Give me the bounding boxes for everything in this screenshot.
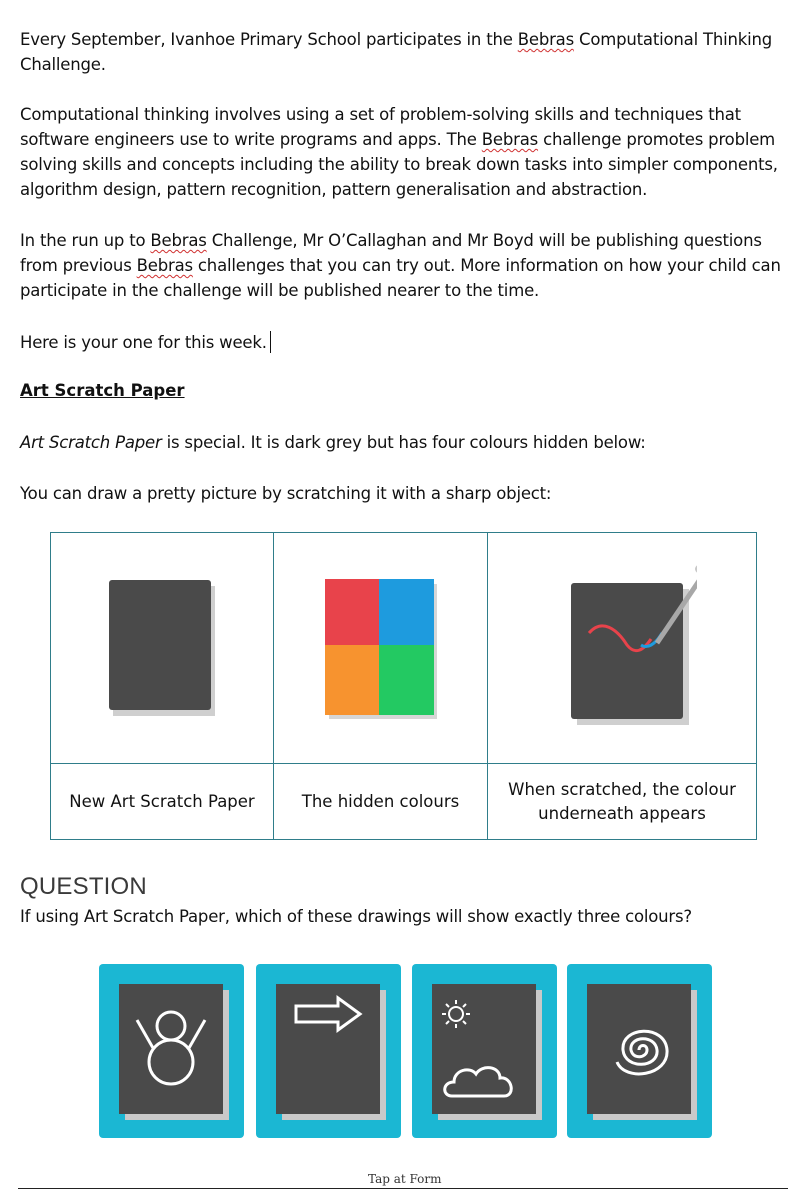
arrow-right-icon: [256, 964, 401, 1138]
text: challenges that you can try out. More information on how your child can participate in the challenge will be published nearer to the time.: [20, 256, 781, 300]
scratch-paper-table: [50, 532, 757, 840]
text: is special. It is dark grey but has four colours hidden below:: [161, 433, 646, 452]
paragraph-this-week[interactable]: [20, 330, 790, 355]
paragraph-computational-thinking: [20, 102, 790, 202]
caption-new-paper: New Art Scratch Paper: [51, 764, 274, 840]
text: Every September, Ivanhoe Primary School participates in the: [20, 30, 518, 49]
snowman-icon: [99, 964, 244, 1138]
option-snowman[interactable]: [99, 964, 244, 1138]
spellcheck-word: Bebras: [136, 256, 193, 275]
scratched-paper-cell: [488, 533, 757, 764]
hidden-colours-icon: [323, 577, 438, 719]
paragraph-intro: [20, 27, 790, 77]
text-cursor: [270, 331, 272, 353]
footer-divider: [18, 1188, 788, 1189]
caption-scratched: When scratched, the colour underneath appears: [488, 764, 757, 840]
text: Here is your one for this week.: [20, 333, 267, 352]
text: Computational Thinking Challenge.: [20, 30, 773, 74]
dark-paper-icon: [107, 578, 217, 718]
section-heading: Art Scratch Paper: [20, 381, 185, 400]
sun-cloud-icon: [412, 964, 557, 1138]
paragraph-run-up: [20, 228, 790, 303]
text: In the run up to: [20, 231, 151, 250]
scratched-paper-icon: [547, 563, 697, 733]
text: Challenge, Mr O’Callaghan and Mr Boyd will be publishing questions from previous: [20, 231, 762, 275]
paragraph-description: [20, 430, 790, 455]
question-title: QUESTION: [20, 873, 147, 900]
option-spiral[interactable]: [567, 964, 712, 1138]
text: challenge promotes problem solving skills and concepts including the ability to break down tasks into simpler components, algorithm design, pattern recognition, pattern generalisation and abstraction.: [20, 130, 778, 199]
text: Computational thinking involves using a set of problem-solving skills and techniques that software engineers use to write programs and apps. The: [20, 105, 741, 149]
new-paper-cell: [51, 533, 274, 764]
spellcheck-word: Bebras: [481, 130, 539, 149]
spiral-icon: [567, 964, 712, 1138]
italic-term: Art Scratch Paper: [20, 433, 162, 452]
option-arrow[interactable]: [256, 964, 401, 1138]
option-sun-cloud[interactable]: [412, 964, 557, 1138]
paragraph-instruction: You can draw a pretty picture by scratching it with a sharp object:: [20, 484, 552, 503]
caption-hidden-colours: The hidden colours: [274, 764, 488, 840]
spellcheck-word: Bebras: [517, 30, 574, 49]
question-text: If using Art Scratch Paper, which of these drawings will show exactly three colours?: [20, 907, 692, 926]
footer-text: Tap at Form: [368, 1172, 442, 1186]
spellcheck-word: Bebras: [150, 231, 207, 250]
hidden-colours-cell: [274, 533, 488, 764]
